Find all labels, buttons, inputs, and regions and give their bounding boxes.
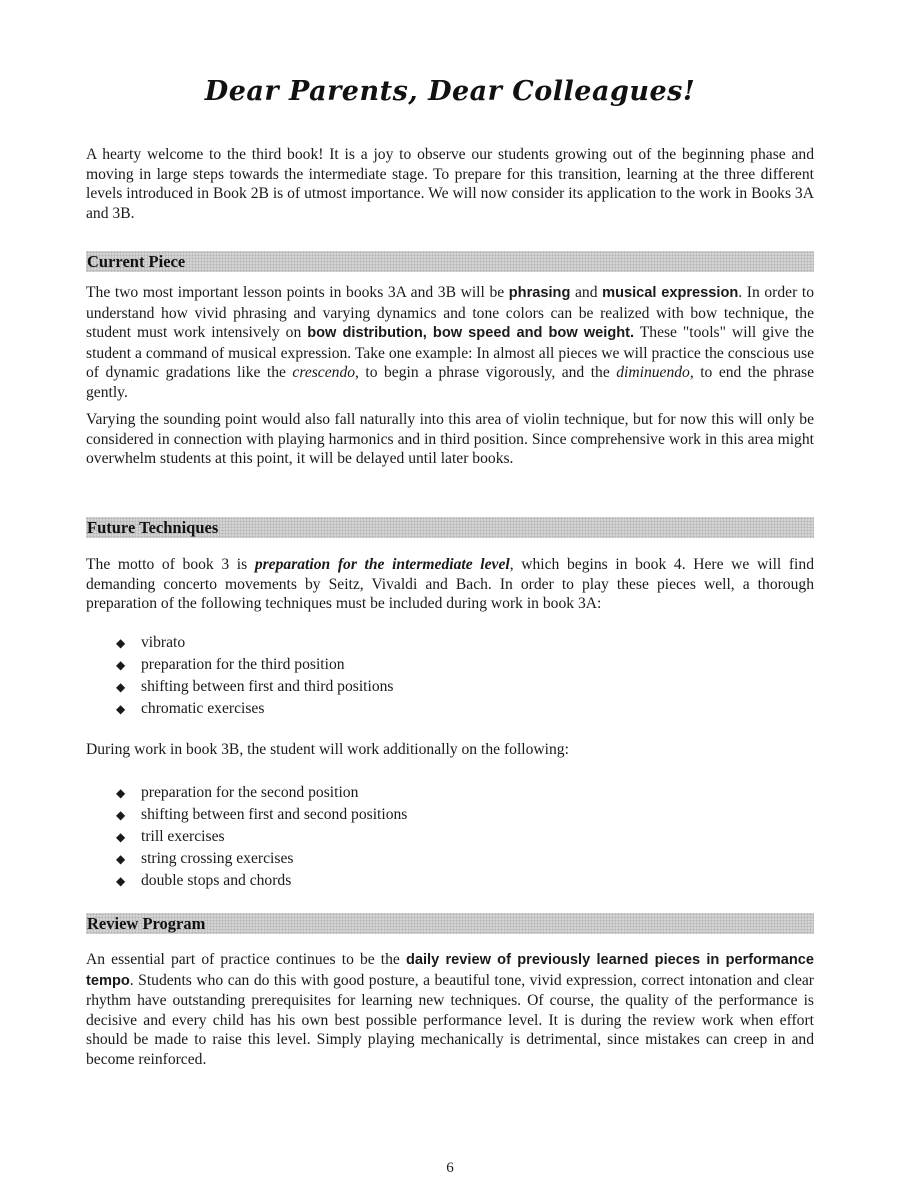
- page-title: Dear Parents, Dear Colleagues!: [204, 76, 696, 107]
- technique-list-3b: [116, 782, 407, 892]
- list-item: ◆ shifting between first and second positions: [116, 804, 407, 826]
- section-heading-current-piece: Current Piece: [86, 251, 814, 272]
- list-item: ◆ preparation for the second position: [116, 782, 407, 804]
- term-diminuendo: diminuendo: [616, 364, 690, 382]
- current-piece-paragraph-2: Varying the sounding point would also fall naturally into this area of violin technique, but for now this will only be considered in connection with playing harmonics and in third position. Since comprehensive work in this area might overwhelm students at this point, it will be delayed until later books.: [86, 411, 814, 468]
- list-item: ◆ chromatic exercises: [116, 698, 394, 720]
- emphasis-musical-expression: musical expression: [602, 285, 739, 301]
- future-techniques-paragraph-1: The motto of book 3 is preparation for the intermediate level, which begins in book 4. Here we will find demanding concerto movements by Seitz, Vivaldi and Bach. In order to play these pieces well, a thorough preparation of the following techniques must be included during work in book 3A:: [86, 556, 814, 613]
- bullet-diamond-icon: ◆: [116, 830, 126, 844]
- bullet-diamond-icon: ◆: [116, 680, 126, 694]
- technique-list-3a: [116, 632, 394, 720]
- term-crescendo: crescendo: [292, 364, 356, 382]
- bullet-diamond-icon: ◆: [116, 658, 126, 672]
- list-item: ◆ string crossing exercises: [116, 848, 407, 870]
- section-heading-future-techniques: Future Techniques: [86, 517, 814, 538]
- intro-paragraph: A hearty welcome to the third book! It is a joy to observe our students growing out of the beginning phase and moving in large steps towards the intermediate stage. To prepare for this transition, learning at the three different levels introduced in Book 2B is of utmost importance. We will now consider its application to the work in Books 3A and 3B.: [86, 146, 814, 222]
- page-number: 6: [446, 1160, 454, 1176]
- list-item: ◆ shifting between first and third positions: [116, 676, 394, 698]
- bullet-diamond-icon: ◆: [116, 702, 126, 716]
- future-techniques-paragraph-2: During work in book 3B, the student will work additionally on the following:: [86, 741, 569, 758]
- current-piece-paragraph-1: The two most important lesson points in books 3A and 3B will be phrasing and musical expression. In order to understand how vivid phrasing and varying dynamics and tone colors can be realized with bow technique, the student must work intensively on bow distribution, bow speed and bow weight. These "tools" will give the student a command of musical expression. Take one example: In almost all pieces we will practice the conscious use of dynamic gradations like the crescendo, to begin a phrase vigorously, and the diminuendo, to end the phrase gently.: [86, 284, 815, 401]
- emphasis-phrasing: phrasing: [508, 285, 571, 301]
- emphasis-motto: preparation for the intermediate level: [254, 556, 510, 573]
- bullet-diamond-icon: ◆: [116, 786, 126, 800]
- bullet-diamond-icon: ◆: [116, 808, 126, 822]
- emphasis-daily-review: daily review of previously learned pieces in performance tempo: [86, 952, 814, 989]
- emphasis-bow-technique: bow distribution, bow speed and bow weight.: [307, 325, 635, 342]
- list-item: ◆ double stops and chords: [116, 870, 407, 892]
- bullet-diamond-icon: ◆: [116, 874, 126, 888]
- bullet-diamond-icon: ◆: [116, 636, 126, 650]
- list-item: ◆ preparation for the third position: [116, 654, 394, 676]
- list-item: ◆ trill exercises: [116, 826, 407, 848]
- document-page: [86, 0, 814, 1200]
- list-item: ◆ vibrato: [116, 632, 394, 654]
- bullet-diamond-icon: ◆: [116, 852, 126, 866]
- section-heading-review-program: Review Program: [86, 913, 814, 934]
- review-program-paragraph: An essential part of practice continues to be the daily review of previously learned pieces in performance tempo. Students who can do this with good posture, a beautiful tone, vivid expression, correct intonation and clear rhythm have outstanding prerequisites for learning new techniques. Of course, the quality of the performance is decisive and every child has his own best possible performance level. It is during the review work when effort should be made to raise this level. Simply playing mechanically is detrimental, since mistakes can creep in and become reinforced.: [86, 951, 814, 1068]
